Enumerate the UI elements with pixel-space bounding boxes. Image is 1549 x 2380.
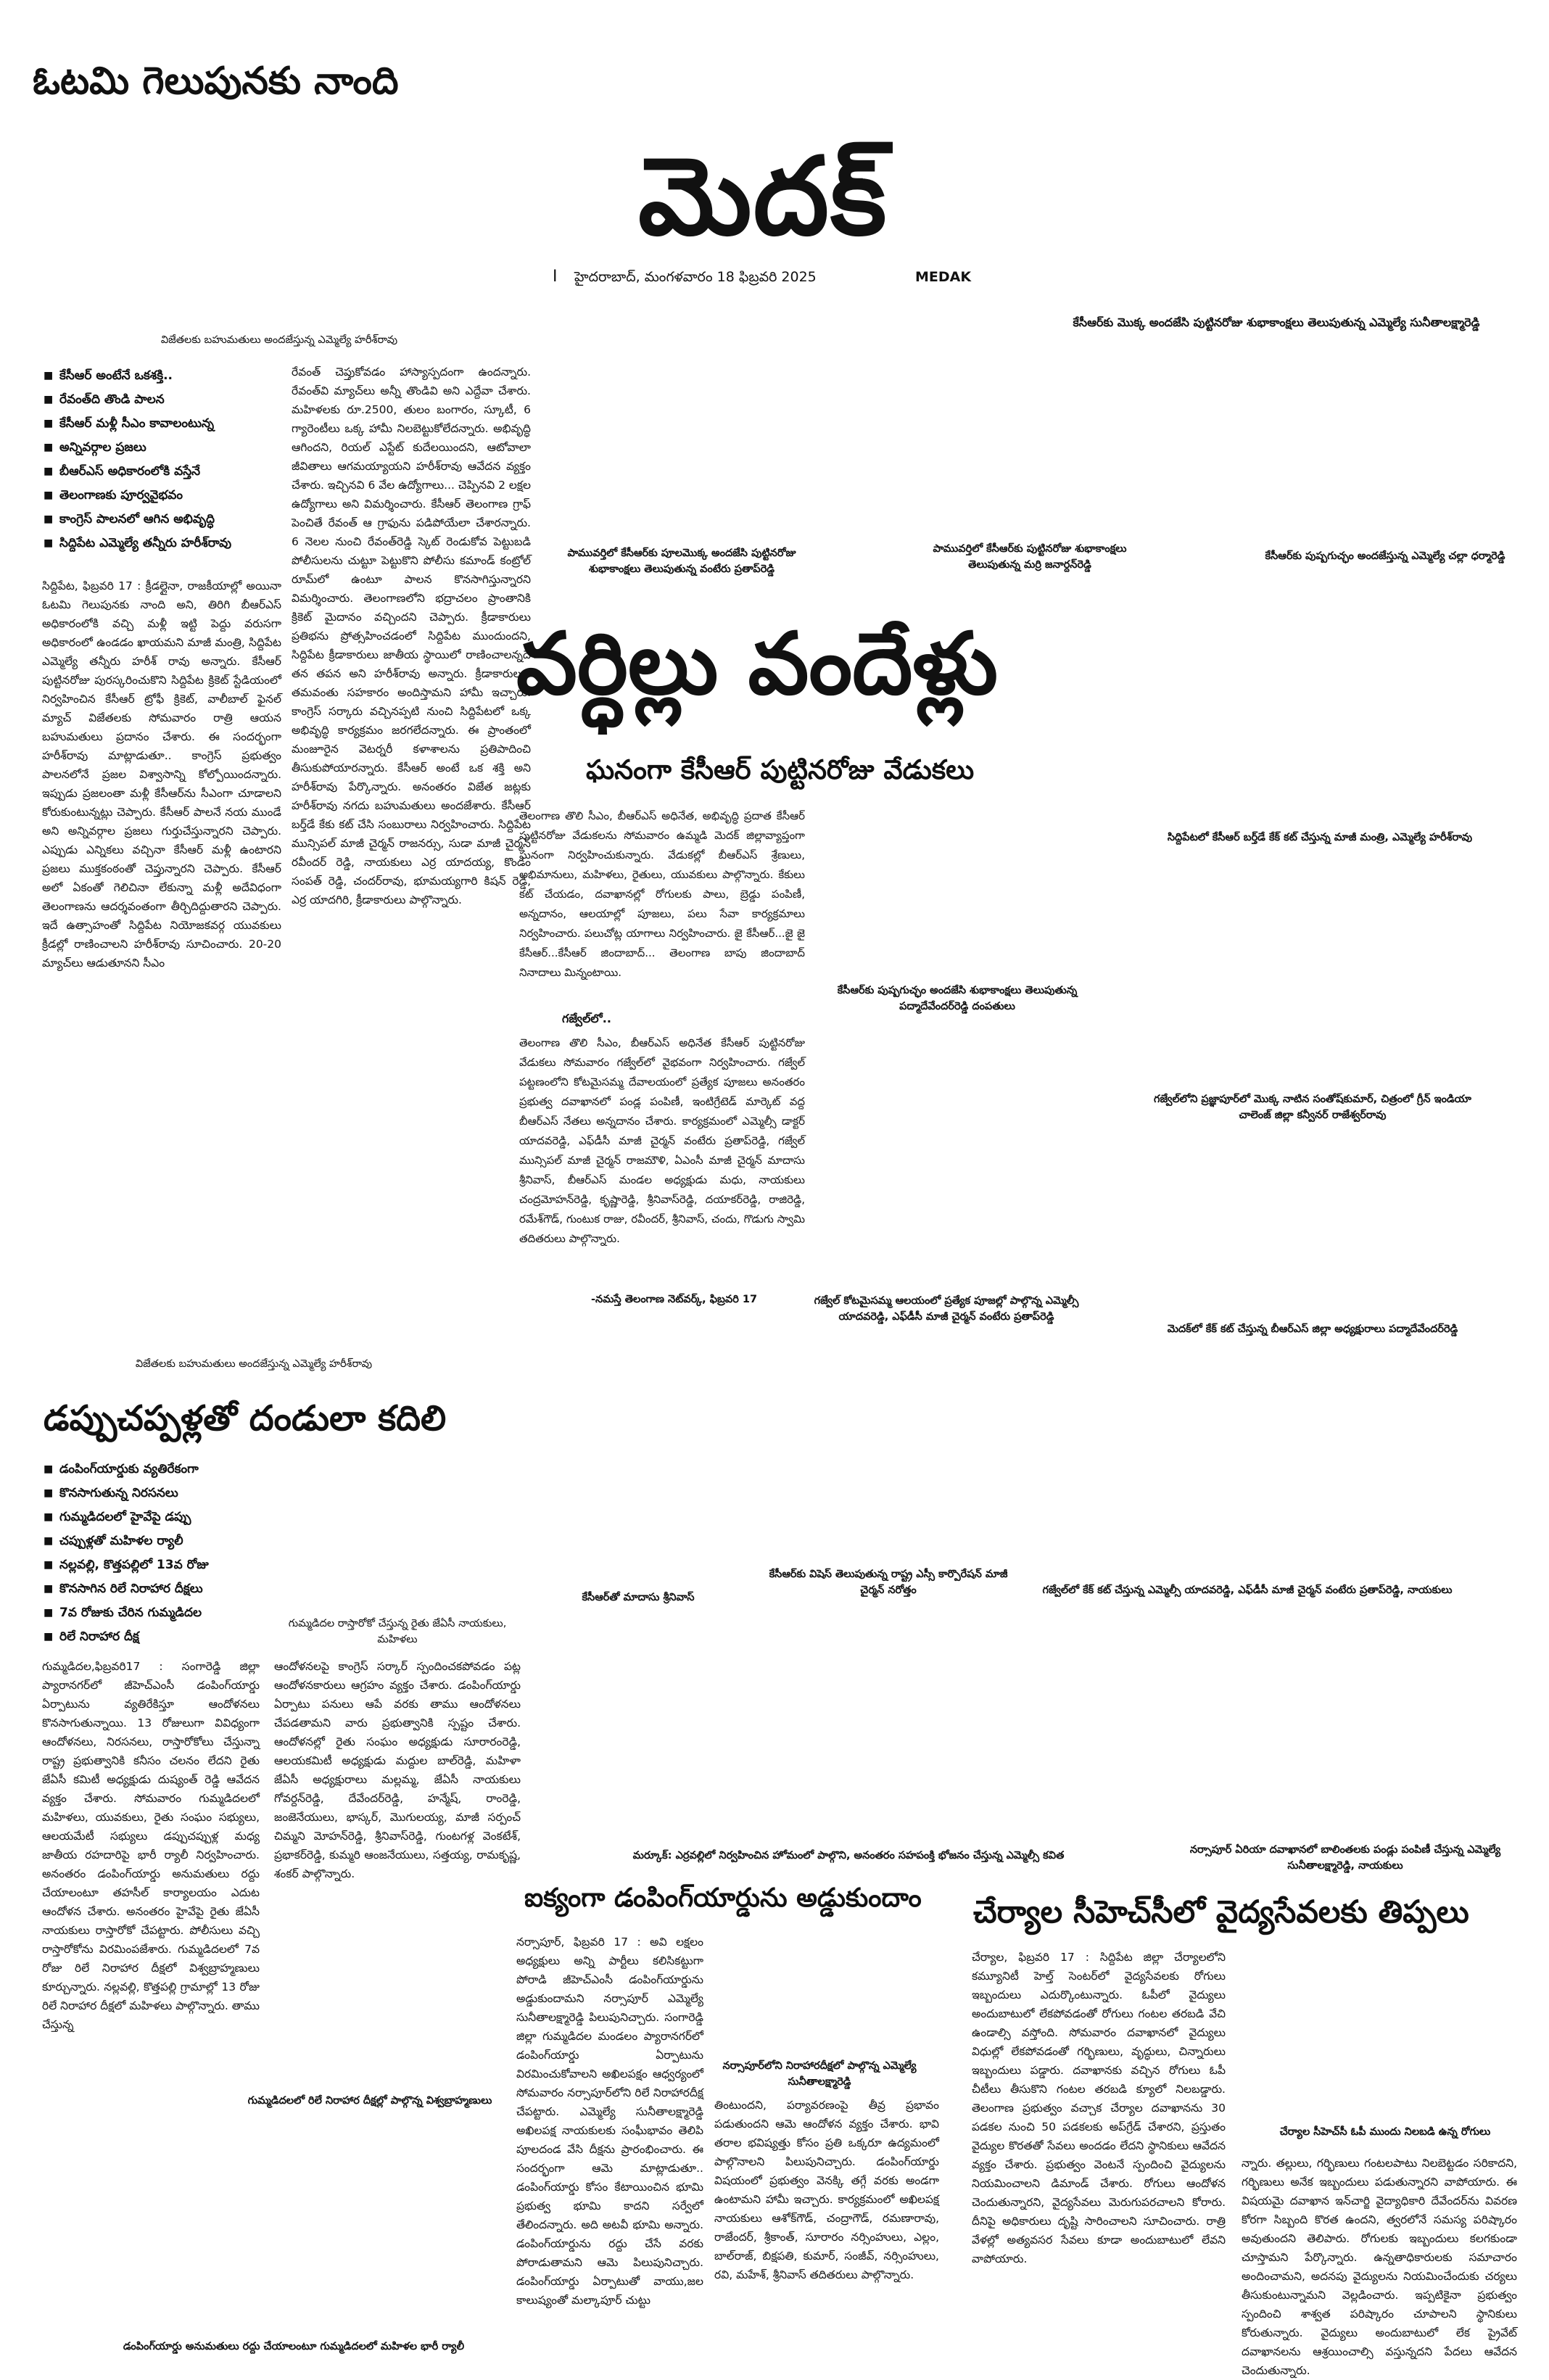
- photo-caption: గజ్వేల్‌లోని ప్రజ్ఞాపూర్‌లో మొక్క నాటిన సంతోష్‌కుమార్‌, చిత్రంలో గ్రీన్‌ ఇండియా చాలెంజ్‌ జిల్లా కన్వీనర్‌ రాజేశ్వర్‌రావు: [1154, 1094, 1471, 1121]
- photo-caption: నర్సాపూర్‌లోని నిరాహారదీక్షలో పాల్గొన్న ఎమ్మెల్యే సునీతాలక్ష్మారెడ్డి: [722, 2060, 917, 2088]
- edition-name: MEDAK: [915, 269, 972, 285]
- highlight-item: ■ తెలంగాణకు పూర్వవైభవం: [44, 484, 276, 508]
- story-headline: ఐక్యంగా డంపింగ్‌యార్డును అడ్డుకుందాం: [524, 1883, 922, 1913]
- highlight-item: ■ సిద్దిపేట ఎమ్మెల్యే తన్నీరు హరీశ్‌రావు: [44, 532, 276, 555]
- story-body-col1: సిద్దిపేట, ఫిబ్రవరి 17 : క్రీడల్లైనా, రాజకీయాల్లో అయినా ఓటమి గెలుపునకు నాంది అని, తిరిగి బీఆర్‌ఎస్‌ అధికారంలోకి వచ్చి మళ్లీ ఇట్టి పెద్దు వరుసగా అధికారంలో ఉండడం ఖాయమని మాజీ మంత్రి, సిద్దిపేట ఎమ్మెల్యే తన్నీరు హరీశ్‌ రావు అన్నారు. కేసీఆర్‌ పుట్టినరోజు పురస్కరించుకొని సిద్దిపేట క్రికెట్‌ స్టేడియంలో నిర్వహించిన కేసీఆర్‌ ట్రోఫీ క్రికెట్‌, వాలీబాల్‌ ఫైనల్‌ మ్యాచ్‌ విజేతలకు సోమవారం రాత్రి ఆయన బహుమతులు ప్రదానం చేశారు. ఈ సందర్భంగా హరీశ్‌రావు మాట్లాడుతూ.. కాంగ్రెస్‌ ప్రభుత్వం పాలనలోనే ప్రజల విశ్వాసాన్ని కోల్పోయిందన్నారు. ఇప్పుడు ప్రజలంతా మళ్లీ కేసీఆర్‌ను సీఎంగా చూడాలని కోరుకుంటున్నట్లు చెప్పారు. కేసీఆర్‌ పాలనే నయ ముండే అని అన్నివర్గాల ప్రజలు గుర్తుచేస్తున్నారని చెప్పారు. ఎప్పుడు ఎన్నికలు వచ్చినా కేసీఆర్‌ మళ్లీ ఉంటారని ప్రజలు ముక్తకంఠంతో చెప్తున్నారని చెప్పారు. కేసీఆర్‌ అలో ఏకంతో గెలిచినా లేకున్నా మళ్లీ అదేవిధంగా తెలంగాణను ఆదర్శవంతంగా తీర్చిదిద్దుతారని చెప్పారు. ఇదే ఉత్సాహంతో సిద్దిపేట నియోజకవర్గ యువకులు క్రీడల్లో రాణించాలని హరీశ్‌రావు సూచించారు. 20-20 మ్యాచ్‌లు ఆడుతూనని సీఎం: [42, 579, 281, 970]
- feature-body: తెలంగాణ తొలి సీఎం, బీఆర్‌ఎస్‌ అధినేత, అభివృద్ధి ప్రదాత కేసీఆర్‌ పుట్టినరోజు వేడుకలను సోమవారం ఉమ్మడి మెదక్‌ జిల్లావ్యాప్తంగా ఘనంగా నిర్వహించుకున్నారు. వేడుకల్లో బీఆర్‌ఎస్‌ శ్రేణులు, అభిమానులు, మహిళలు, రైతులు, యువకులు పాల్గొన్నారు. కేకులు కట్‌ చేయడం, దవాఖానల్లో రోగులకు పాలు, బ్రెడ్డు పంపిణీ, అన్నదానం, ఆలయాల్లో పూజలు, పలు సేవా కార్యక్రమాలు నిర్వహించారు. పలుచోట్ల యాగాలు నిర్వహించారు. జై కేసీఆర్‌...జై జై కేసీఆర్‌...కేసీఆర్‌ జిందాబాద్‌... తెలంగాణ బాపు జిందాబాద్‌ నినాదాలు మిన్నంటాయి.: [519, 809, 805, 979]
- photo-caption: చేర్యాల సీహెచ్‌సీ ఓపీ ముందు నిలబడి ఉన్న రోగులు: [1279, 2126, 1491, 2138]
- story-body-col2: ఆందోళనలపై కాంగ్రెస్‌ సర్కార్‌ స్పందించకపోవడం పట్ల ఆందోళనకారులు ఆగ్రహం వ్యక్తం చేశారు. డంపింగ్‌యార్డు ఏర్పాటు పనులు ఆపే వరకు తాము ఆందోళనలు చేపడతామని వారు ప్రభుత్వానికి స్పష్టం చేశారు. ఆందోళనల్లో రైతు సంఘం అధ్యక్షుడు సూరారంరెడ్డి, ఆలయకమిటీ అధ్యక్షుడు మద్దుల బాల్‌రెడ్డి, మహిళా జేఏసీ అధ్యక్షురాలు మల్లమ్మ, జేఏసీ నాయకులు గోవర్దన్‌రెడ్డి, దేవేందర్‌రెడ్డి, హన్మేష్‌, రాంరెడ్డి, జంజెనేయులు, భాస్కర్‌, మొగులయ్య, మాజీ సర్పంచ్‌ చిమ్మని మోహన్‌రెడ్డి, శ్రీనివాస్‌రెడ్డి, గుంటగళ్ల వెంకటేశ్‌, ప్రభాకర్‌రెడ్డి, కుమ్మరి ఆంజనేయులు, సత్తయ్య, రామకృష్ణ, శంకర్‌ పాల్గొన్నారు.: [274, 1660, 521, 1880]
- photo-caption: కేసీఆర్‌కు పుష్పగుచ్ఛం అందజేసి శుభాకాంక్షలు తెలుపుతున్న పద్మాదేవేందర్‌రెడ్డి దంపతులు: [837, 985, 1078, 1012]
- photo-caption: సిద్దిపేటలో కేసీఆర్‌ బర్త్‌డే కేక్‌ కట్‌ చేస్తున్న మాజీ మంత్రి, ఎమ్మెల్యే హరీశ్‌రావు: [1167, 832, 1473, 843]
- folio-mark: I: [553, 268, 558, 286]
- feature-subhead: ఘనంగా కేసీఆర్‌ పుట్టినరోజు వేడుకలు: [586, 754, 975, 785]
- feature-headline: వర్ధిల్లు వందేళ్లు: [516, 613, 999, 714]
- highlight-item: ■ చప్పుళ్లతో మహిళల ర్యాలీ: [44, 1529, 290, 1553]
- highlight-item: ■ డంపింగ్‌యార్డుకు వ్యతిరేకంగా: [44, 1458, 290, 1482]
- story-highlights: [44, 364, 276, 555]
- highlight-item: ■ నల్లవల్లి, కొత్తపల్లిలో 13వ రోజు: [44, 1553, 290, 1577]
- photo-caption: మెదక్‌లో కేక్‌ కట్‌ చేస్తున్న బీఆర్‌ఎస్‌ జిల్లా అధ్యక్షురాలు పద్మాదేవేందర్‌రెడ్డి: [1167, 1323, 1458, 1335]
- highlight-item: ■ కాంగ్రెస్‌ పాలనలో ఆగిన అభివృద్ధి: [44, 508, 276, 532]
- photo-caption: గజ్వేల్‌ కోటమైసమ్మ ఆలయంలో ప్రత్యేక పూజల్లో పాల్గొన్న ఎమ్మెల్సీ యాదవరెడ్డి, ఎఫ్‌డీసీ మాజీ చైర్మన్‌ వంటేరు ప్రతాప్‌రెడ్డి: [814, 1295, 1079, 1323]
- story-headline: చేర్యాల సీహెచ్‌సీలో వైద్యసేవలకు తిప్పలు: [973, 1894, 1469, 1930]
- highlight-item: ■ బీఆర్‌ఎస్‌ అధికారంలోకి వస్తేనే: [44, 460, 276, 484]
- story-body-col2: న్నారు. తల్లులు, గర్భిణులు గంటలపాటు నిలబెట్టడం సరికాదని, గర్భిణులు అనేక ఇబ్బందులు పడుతున్నారని వాపోయారు. ఈ విషయమై దవాఖాన ఇన్‌చార్జి వైద్యాధికారి దేవేందర్‌ను వివరణ కోరగా సిబ్బంది కొరత ఉందని, త్వరలోనే సమస్య పరిష్కారం అవుతుందని తెలిపారు. రోగులకు ఇబ్బందులు కలగకుండా చూస్తామని పేర్కొన్నారు. ఉన్నతాధికారులకు సమాచారం అందించామని, అదనపు వైద్యులను నియమించేందుకు చర్యలు తీసుకుంటున్నామని వెల్లడించారు. ఇప్పటికైనా ప్రభుత్వం స్పందించి శాశ్వత పరిష్కారం చూపాలని స్థానికులు కోరుతున్నారు. వైద్యులు అందుబాటులో లేక ప్రైవేట్‌ దవాఖానలను ఆశ్రయించాల్సి వస్తున్నదని పేదలు ఆవేదన చెందుతున్నారు.: [1242, 2157, 1517, 2377]
- story-body-col1: నర్సాపూర్‌, ఫిబ్రవరి 17 : అవి లక్షలం అధ్యక్షులు అన్ని పార్టీలు కలిసికట్టుగా పోరాడి జీహెచ్‌ఎంసీ డంపింగ్‌యార్డును అడ్డుకుందామని నర్సాపూర్‌ ఎమ్మెల్యే సునీతాలక్ష్మారెడ్డి పిలుపునిచ్చారు. సంగారెడ్డి జిల్లా గుమ్మడిదల మండలం ప్యారానగర్‌లో డంపింగ్‌యార్డు ఏర్పాటును విరమించుకోవాలని అఖిలపక్షం ఆధ్వర్యంలో సోమవారం నర్సాపూర్‌లోని రిలే నిరాహారదీక్ష చేపట్టారు. ఎమ్మెల్యే సునీతాలక్ష్మారెడ్డి అఖిలపక్ష నాయకులకు సంఘీభావం తెలిపి పూలదండ వేసి దీక్షను ప్రారంభించారు. ఈ సందర్భంగా ఆమె మాట్లాడుతూ.. డంపింగ్‌యార్డు కోసం కేటాయించిన భూమి ప్రభుత్వ భూమి కాదని సర్వేలో తేలిందన్నారు. అది అటవీ భూమి అన్నారు. డంపింగ్‌యార్డును రద్దు చేసే వరకు పోరాడుతామని ఆమె పిలుపునిచ్చారు. డంపింగ్‌యార్డు ఏర్పాటుతో వాయు,జల కాలుష్యంతో మల్కాపూర్‌ చుట్టు: [516, 1935, 703, 2307]
- photo-caption: నర్సాపూర్‌ ఏరియా దవాఖానలో బాలింతలకు పండ్లు పంపిణీ చేస్తున్న ఎమ్మెల్యే సునీతాలక్ష్మారెడ్డి, నాయకులు: [1189, 1844, 1501, 1872]
- photo-caption: కేసీఆర్‌కు విషెస్‌ తెలుపుతున్న రాష్ట్ర ఎస్సీ కార్పొరేషన్‌ మాజీ చైర్మన్‌ నరోత్తం: [769, 1569, 1008, 1596]
- feature-section-label: గజ్వేల్‌లో..: [562, 1012, 611, 1025]
- photo-caption: కేసీఆర్‌కు పుష్పగుచ్ఛం అందజేస్తున్న ఎమ్మెల్యే చల్లా ధర్మారెడ్డి: [1265, 550, 1505, 562]
- dateline: హైదరాబాద్, మంగళవారం 18 ఫిబ్రవరి 2025: [574, 269, 817, 285]
- story-highlights: [44, 1458, 290, 1649]
- photo-caption: మర్కూక్‌: ఎర్రవల్లిలో నిర్వహించిన హోమంలో పాల్గొని, అనంతరం సహపంక్తి భోజనం చేస్తున్న ఎమ్మెల్సీ కవిత: [632, 1850, 1065, 1862]
- photo-caption: విజేతలకు బహుమతులు అందజేస్తున్న ఎమ్మెల్యే హరీశ్‌రావు: [160, 334, 398, 346]
- story-body-col1: చేర్యాల, ఫిబ్రవరి 17 : సిద్దిపేట జిల్లా చేర్యాలలోని కమ్యూనిటీ హెల్త్‌ సెంటర్‌లో వైద్యసేవలకు రోగులు ఇబ్బందులు ఎదుర్కొంటున్నారు. ఓపీలో వైద్యులు అందుబాటులో లేకపోవడంతో రోగులు గంటల తరబడి వేచి ఉండాల్సి వస్తోంది. సోమవారం దవాఖానలో వైద్యులు విధుల్లో లేకపోవడంతో గర్భిణులు, వృద్ధులు, చిన్నారులు ఇబ్బందులు పడ్డారు. దవాఖానకు వచ్చిన రోగులు ఓపీ చీటీలు తీసుకొని గంటల తరబడి క్యూలో నిలబడ్డారు. తెలంగాణ ప్రభుత్వం వచ్చాక చేర్యాల దవాఖానను 30 పడకల నుంచి 50 పడకలకు అప్‌గ్రేడ్‌ చేశారని, ప్రస్తుతం వైద్యుల కొరతతో సేవలు అందడం లేదని స్థానికులు ఆవేదన వ్యక్తం చేశారు. ప్రభుత్వం వెంటనే స్పందించి వైద్యులను నియమించాలని డిమాండ్‌ చేశారు. రోగులు ఆందోళన చెందుతున్నారని, వైద్యసేవలు మెరుగుపరచాలని కోరారు. దీనిపై అధికారులు దృష్టి సారించాలని సూచించారు. రాత్రి వేళల్లో అత్యవసర సేవలు కూడా అందుబాటులో లేవని వాపోయారు.: [972, 1951, 1226, 2265]
- photo-caption: పామువర్తిలో కేసీఆర్‌కు పూలమొక్క అందజేసి పుట్టినరోజు శుభాకాంక్షలు తెలుపుతున్న వంటేరు ప్రతాప్‌రెడ్డి: [567, 548, 796, 575]
- masthead-slogan: ఓటమి గెలుపునకు నాంది: [33, 59, 399, 103]
- highlight-item: ■ కేసీఆర్‌ అంటేనే ఒకశక్తి..: [44, 364, 276, 388]
- photo-caption: గుమ్మడిదలలో రిలే నిరాహార దీక్షల్లో పాల్గొన్న విశ్వబ్రాహ్మణులు: [247, 2095, 492, 2107]
- photo-caption: గజ్వేల్‌లో కేక్‌ కట్‌ చేస్తున్న ఎమ్మెల్సీ యాదవరెడ్డి, ఎఫ్‌డీసీ మాజీ చైర్మన్‌ వంటేరు ప్రతాప్‌రెడ్డి, నాయకులు: [1042, 1584, 1453, 1596]
- feature-body: తెలంగాణ తొలి సీఎం, బీఆర్‌ఎస్‌ అధినేత కేసీఆర్‌ పుట్టినరోజు వేడుకలు సోమవారం గజ్వేల్‌లో వైభవంగా నిర్వహించారు. గజ్వేల్‌ పట్టణంలోని కోటమైసమ్మ దేవాలయంలో ప్రత్యేక పూజలు అనంతరం ప్రభుత్వ దవాఖానలో పండ్ల పంపిణీ, ఇంటిగ్రేటెడ్‌ మార్కెట్‌ వద్ద బీఆర్‌ఎస్‌ నేతలు అన్నదానం చేశారు. కార్యక్రమంలో ఎమ్మెల్సీ డాక్టర్‌ యాదవరెడ్డి, ఎఫ్‌డీసీ మాజీ చైర్మన్‌ వంటేరు ప్రతాప్‌రెడ్డి, గజ్వేల్‌ మున్సిపల్‌ మాజీ చైర్మన్‌ రాజమౌళి, ఏఎంసీ మాజీ చైర్మన్‌ మాదాసు శ్రీనివాస్‌, బీఆర్‌ఎస్‌ మండల అధ్యక్షుడు మధు, నాయకులు చంద్రమోహన్‌రెడ్డి, కృష్ణారెడ్డి, శ్రీనివాస్‌రెడ్డి, దయాకర్‌రెడ్డి, రాజిరెడ్డి, రమేశ్‌గౌడ్‌, గుంటుక రాజు, రవీందర్‌, శ్రీనివాస్‌, చందు, గొడుగు స్వామి తదితరులు పాల్గొన్నారు.: [519, 1036, 805, 1245]
- masthead-title: మెదక్: [638, 133, 888, 259]
- highlight-item: ■ గుమ్మడిదలలో హైవేపై డప్పు: [44, 1505, 290, 1529]
- story-body-col2: రేవంత్‌ చెప్తుకోవడం హాస్యాస్పదంగా ఉందన్నారు. రేవంత్‌వి మ్యాచ్‌లు అన్నీ తొండివి అని ఎద్దేవా చేశారు. మహిళలకు రూ.2500, తులం బంగారం, స్కూటీ, 6 గ్యారెంటీలు ఒక్క హామీ నిలబెట్టుకోలేదన్నారు. అభివృద్ధి ఆగిందని, రియల్‌ ఎస్టేట్‌ కుదేలయిందని, ఆటోవాలా జీవితాలు ఆగమయ్యాయని హరీశ్‌రావు ఆవేదన వ్యక్తం చేశారు. ఇచ్చినవి 6 వేల ఉద్యోగాలు... చెప్పినవి 2 లక్షల ఉద్యోగాలు అని విమర్శించారు. కేసీఆర్‌ తెలంగాణ గ్రాఫ్‌ పెంచితే రేవంత్‌ ఆ గ్రాఫును పడిపోయేలా చేశారన్నారు. 6 నెలల నుంచి రేవంత్‌రెడ్డి స్కెట్‌ రెండుకోవ పెట్టుబడి పోలీసులను చుట్టూ పెట్టుకొని పోలీసు కమాండ్‌ కంట్రోల్‌ రూమ్‌లో ఉంటూ పాలన కొనసాగిస్తున్నారని విమర్శించారు. తెలంగాణలోని భద్రాచలం ప్రాంతానికి క్రికెట్‌ మైదానం వచ్చిందని చెప్పారు. క్రీడాకారులు ప్రతిభను ప్రోత్సహించడంలో సిద్దిపేట ముందుందని, సిద్దిపేట క్రీడాకారులు జాతీయ స్థాయిలో రాణించాలన్నదే తన తపన అని హరీశ్‌రావు అన్నారు. క్రీడాకారులకు తమవంతు సహకారం అందిస్తామని హామీ ఇచ్చారు. కాంగ్రెస్‌ సర్కారు వచ్చినప్పటి నుంచి సిద్దిపేటలో ఒక్క అభివృద్ధి కార్యక్రమం జరగలేదన్నారు. ఈ ప్రాంతంలో మంజూరైన వెటర్నరీ కళాశాలను ప్రతిపాదించి తీసుకుపోయారన్నారు. కేసీఆర్‌ అంటే ఒక శక్తి అని హరీశ్‌రావు పేర్కొన్నారు. అనంతరం విజేత జట్లకు హరీశ్‌రావు నగదు బహుమతులు అందజేశారు. కేసీఆర్‌ బర్త్‌డే కేకు కట్‌ చేసి సంబురాలు నిర్వహించారు. సిద్దిపేట మున్సిపల్‌ మాజీ చైర్మన్‌ రాజనర్సు, సుడా మాజీ చైర్మన్‌ రవీందర్‌ రెడ్డి, నాయకులు ఎర్ర యాదయ్య, కొండం సంపత్‌ రెడ్డి, చందర్‌రావు, భూమయ్యగారి కిషన్‌ రెడ్డి, ఎర్ర యాదగిరి, క్రీడాకారులు పాల్గొన్నారు.: [292, 365, 531, 906]
- highlight-item: ■ కేసీఆర్‌ మళ్లీ సీఎం కావాలంటున్న: [44, 412, 276, 436]
- photo-caption: డంపింగ్‌యార్డు అనుమతులు రద్దు చేయాలంటూ గుమ్మడిదలలో మహిళల భారీ ర్యాలీ: [123, 2341, 465, 2352]
- photo-caption: కేసీఆర్‌తో మాదాసు శ్రీనివాస్‌: [582, 1592, 695, 1603]
- highlight-item: ■ 7వ రోజుకు చేరిన గుమ్మడిదల: [44, 1601, 290, 1625]
- highlight-item: ■ కొనసాగిన రిలే నిరాహార దీక్షలు: [44, 1577, 290, 1601]
- highlight-item: ■ రిలే నిరాహార దీక్ష: [44, 1625, 290, 1649]
- photo-caption: గుమ్మడిదల రాస్తారోకో చేస్తున్న రైతు జేఏసీ నాయకులు, మహిళలు: [288, 1618, 507, 1645]
- highlight-item: ■ అన్నివర్గాల ప్రజలు: [44, 436, 276, 460]
- story-body-col2: తింటుందని, పర్యావరణంపై తీవ్ర ప్రభావం పడుతుందని ఆమె ఆందోళన వ్యక్తం చేశారు. భావి తరాల భవిష్యత్తు కోసం ప్రతి ఒక్కరూ ఉద్యమంలో పాల్గొనాలని పిలుపునిచ్చారు. డంపింగ్‌యార్డు విషయంలో ప్రభుత్వం వెనక్కి తగ్గే వరకు అండగా ఉంటామని హామీ ఇచ్చారు. కార్యక్రమంలో అఖిలపక్ష నాయకులు ఆశోక్‌గౌడ్‌, చంద్రాగౌడ్‌, రమణారావు, రాజేందర్‌, శ్రీకాంత్‌, సూరారం నర్సింహులు, ఎల్లం, బాల్‌రాజ్‌, బిక్షపతి, కుమార్‌, సంజీవ్‌, నర్సింహులు, రవి, మహేశ్‌, శ్రీనివాస్‌ తదితరులు పాల్గొన్నారు.: [714, 2099, 939, 2281]
- story-body-col1: గుమ్మడిదల,ఫిబ్రవరి17 : సంగారెడ్డి జిల్లా ప్యారానగర్‌లో జీహెచ్‌ఎంసీ డంపింగ్‌యార్డు ఏర్పాటును వ్యతిరేకిస్తూ ఆందోళనలు కొనసాగుతున్నాయి. 13 రోజులుగా వివిధ్యంగా ఆందోళనలు, నిరసనలు, రాస్తారోకోలు చేస్తున్నా రాష్ట్ర ప్రభుత్వానికి కనీసం చలనం లేదని రైతు జేఏసీ కమిటీ అధ్యక్షుడు దుష్యంత్‌ రెడ్డి ఆవేదన వ్యక్తం చేశారు. సోమవారం గుమ్మడిదలలో మహిళలు, యువకులు, రైతు సంఘం సభ్యులు, ఆలయమేటీ సభ్యులు డప్పుచప్పుళ్ల మధ్య జాతీయ రహదారిపై భారీ ర్యాలీ నిర్వహించారు. అనంతరం డంపింగ్‌యార్డు అనుమతులు రద్దు చేయాలంటూ తహసీల్‌ కార్యాలయం ఎదుట ఆందోళన చేశారు. అనంతరం హైవేపై రైతు జేఏసీ నాయకులు రాస్తారోకో చేపట్టారు. పోలీసులు వచ్చి రాస్తారోకోను విరమింపజేశారు. గుమ్మడిదలలో 7వ రోజు రిలే నిరాహార దీక్షలో విశ్వబ్రాహ్మణులు కూర్చున్నారు. నల్లవల్లి, కొత్తపల్లి గ్రామాల్లో 13 రోజు రిలే నిరాహార దీక్షలో మహిళలు పాల్గొన్నారు. తాము చేస్తున్న: [42, 1660, 260, 2031]
- photo-caption: విజేతలకు బహుమతులు అందజేస్తున్న ఎమ్మెల్యే హరీశ్‌రావు: [135, 1358, 373, 1370]
- highlight-item: ■ కొనసాగుతున్న నిరసనలు: [44, 1482, 290, 1505]
- photo-caption: కేసీఆర్‌కు మొక్క అందజేసి పుట్టినరోజు శుభాకాంక్షలు తెలుపుతున్న ఎమ్మెల్యే సునీతాలక్ష్మారెడ్డి: [1073, 315, 1480, 329]
- feature-signoff: -నమస్తే తెలంగాణ నెట్‌వర్క్‌, ఫిబ్రవరి 17: [591, 1294, 758, 1305]
- highlight-item: ■ రేవంత్‌ది తొండి పాలన: [44, 388, 276, 412]
- story-headline: డప్పుచప్పళ్లతో దండులా కదిలి: [44, 1398, 447, 1439]
- photo-caption: పామువర్తిలో కేసీఆర్‌కు పుట్టినరోజు శుభాకాంక్షలు తెలుపుతున్న మర్రి జనార్దన్‌రెడ్డి: [933, 543, 1127, 571]
